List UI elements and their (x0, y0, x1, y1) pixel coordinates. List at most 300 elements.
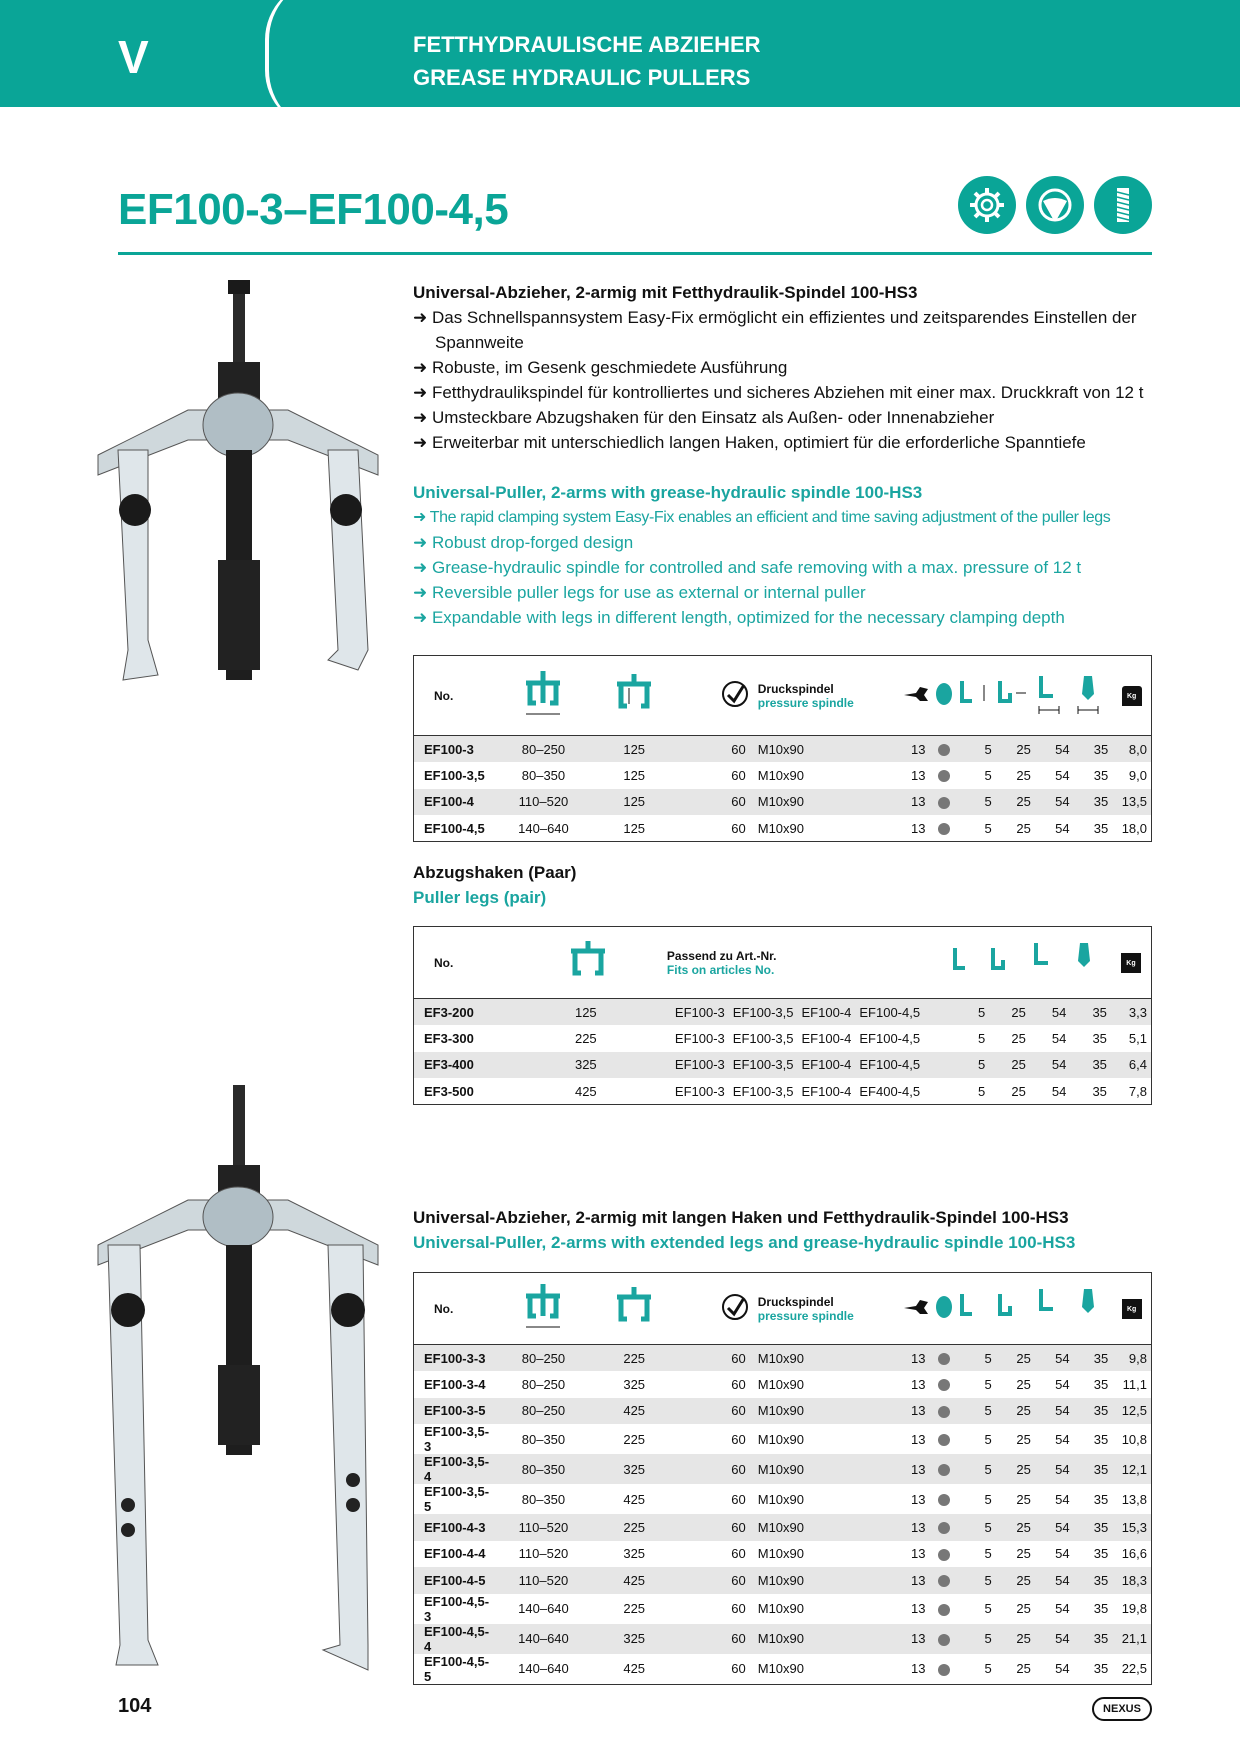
col-leg-width-icon (1030, 927, 1071, 999)
leg-thickness-cell: 35 (1093, 1403, 1109, 1419)
spindle-cell: M10x90 (757, 1572, 804, 1588)
spindle-cell: M10x90 (757, 1661, 804, 1676)
fits-cell (667, 999, 951, 1026)
col-spindle (750, 656, 874, 736)
table-row (414, 736, 1152, 763)
legs-heading-de: Abzugshaken (Paar) (413, 863, 577, 882)
header-title-en: GREASE HYDRAULIC PULLERS (413, 65, 751, 90)
leg-width-cell: 54 (1055, 1431, 1070, 1447)
weight-cell: 13,8 (1121, 1491, 1147, 1507)
lube-dot-icon (938, 1604, 950, 1616)
wrench-size-cell: 13 (911, 820, 926, 836)
table-row (414, 1371, 1152, 1398)
description-de-bullet: ➜ Umsteckbare Abzugshaken für den Einsatz als Außen- oder Innenabzieher (413, 408, 995, 427)
table-row (414, 1624, 1152, 1654)
leg-thickness-cell: 35 (1093, 1491, 1109, 1507)
torque-cell: 60 (731, 1601, 746, 1616)
jaw-depth-cell: 25 (1016, 1519, 1031, 1535)
col-leg-thick-icon (1074, 1273, 1113, 1345)
weight-cell: 9,0 (1128, 767, 1147, 783)
leg-width-cell: 54 (1055, 1376, 1070, 1392)
article-no-cell: EF100-4,5-4 (424, 1623, 490, 1654)
leg-thickness-cell: 35 (1093, 794, 1109, 810)
wrench-size-cell: 13 (911, 1376, 926, 1392)
spindle-cell: M10x90 (757, 1350, 804, 1366)
spindle-cell: M10x90 (757, 1601, 804, 1616)
leg-width-cell: 54 (1055, 741, 1070, 757)
torque-cell: 60 (731, 1631, 746, 1646)
lube-dot (930, 1345, 959, 1372)
header-title (413, 28, 761, 94)
jaw-depth-cell: 25 (1016, 741, 1031, 757)
wrench-size-cell: 13 (911, 767, 926, 783)
leg-thickness-cell: 35 (1092, 1004, 1107, 1020)
depth-cell: 325 (623, 1376, 646, 1392)
article-no-cell: EF100-4-4 (424, 1546, 486, 1562)
jaw-width-cell: 5 (984, 1350, 992, 1366)
depth-cell: 125 (623, 794, 646, 810)
jaw-depth-cell: 25 (1011, 1004, 1026, 1020)
col-leg-thick-icon (1070, 927, 1111, 999)
description-en-bullet: ➜ Reversible puller legs for use as external or internal puller (413, 583, 866, 602)
wrench-size-cell: 13 (911, 1601, 926, 1616)
article-no-cell: EF100-4,5-3 (424, 1593, 490, 1624)
lube-dot (930, 736, 959, 763)
table-row (414, 1567, 1152, 1594)
leg-width-cell: 54 (1051, 1057, 1067, 1073)
depth-cell: 425 (574, 1083, 597, 1099)
col-leg-width-icon (1035, 1273, 1074, 1345)
torque-cell: 60 (731, 794, 746, 810)
leg-thickness-cell: 35 (1093, 1461, 1109, 1477)
legs-heading-en: Puller legs (pair) (413, 888, 547, 907)
spec-table-extended (413, 1272, 1152, 1685)
col-jaw-depth-icon (996, 1273, 1035, 1345)
leg-width-cell: 54 (1055, 1519, 1070, 1535)
span-cell: 80–250 (521, 1403, 566, 1419)
fits-article: EF100-4 (801, 1004, 852, 1020)
table-row (414, 1052, 1152, 1079)
torque-cell: 60 (731, 1376, 746, 1392)
article-no-cell: EF3-500 (424, 1083, 474, 1099)
jaw-depth-cell: 25 (1011, 1030, 1026, 1046)
depth-cell: 225 (623, 1601, 646, 1616)
lube-dot (930, 1398, 959, 1425)
depth-cell: 125 (623, 741, 646, 757)
leg-width-cell: 54 (1051, 1083, 1067, 1099)
jaw-width-cell: 5 (984, 741, 992, 757)
depth-cell: 125 (623, 820, 646, 836)
article-no-cell: EF100-3-5 (424, 1403, 486, 1419)
jaw-depth-cell: 25 (1016, 1572, 1031, 1588)
spindle-cell: M10x90 (757, 767, 804, 783)
weight-cell: 13,5 (1121, 794, 1147, 810)
depth-cell: 325 (623, 1546, 646, 1562)
weight-cell: 18,3 (1121, 1572, 1147, 1588)
lube-dot (930, 1594, 959, 1624)
table-row (414, 1345, 1152, 1372)
weight-cell: 7,8 (1128, 1083, 1147, 1099)
fits-article: EF100-3,5 (732, 1004, 794, 1020)
page-title: EF100-3–EF100-4,5 (118, 185, 509, 234)
lube-dot-icon (938, 1634, 950, 1646)
jaw-width-cell: 5 (984, 1661, 992, 1676)
col-jaw-width-icon (958, 656, 995, 736)
jaw-depth-cell: 25 (1016, 1661, 1031, 1676)
jaw-depth-cell: 25 (1016, 1376, 1031, 1392)
wrench-size-cell: 13 (911, 1431, 926, 1447)
title-rule (118, 252, 1152, 255)
torque-cell: 60 (731, 1431, 746, 1447)
jaw-depth-cell: 25 (1016, 1601, 1031, 1616)
depth-cell: 425 (623, 1661, 646, 1676)
col-fits (667, 927, 951, 999)
wrench-size-cell: 13 (911, 794, 926, 810)
col-lube-icon (930, 1273, 959, 1345)
wrench-size-cell: 13 (911, 1350, 926, 1366)
fits-cell (667, 1052, 951, 1079)
depth-cell: 225 (574, 1030, 597, 1046)
spec-table-legs (413, 926, 1152, 1105)
depth-cell: 325 (623, 1631, 646, 1646)
lube-dot (930, 1484, 959, 1514)
lube-dot-icon (938, 823, 950, 835)
jaw-depth-cell: 25 (1016, 1631, 1031, 1646)
table-row (414, 815, 1152, 842)
depth-cell: 225 (623, 1519, 646, 1535)
jaw-width-cell: 5 (984, 1431, 992, 1447)
description-en-bullet: ➜ Robust drop-forged design (413, 533, 634, 552)
lube-dot-icon (938, 1379, 950, 1391)
span-cell: 80–350 (521, 1431, 566, 1447)
table-row (414, 1594, 1152, 1624)
wrench-size-cell: 13 (911, 1631, 926, 1646)
jaw-width-cell: 5 (978, 1030, 986, 1046)
torque-cell: 60 (731, 1572, 746, 1588)
fits-article: EF100-3 (674, 1030, 725, 1046)
jaw-width-cell: 5 (984, 1546, 992, 1562)
table-row (414, 1078, 1152, 1105)
article-no-cell: EF100-4-5 (424, 1572, 486, 1588)
table-row (414, 1424, 1152, 1454)
leg-width-cell: 54 (1055, 794, 1070, 810)
fits-article: EF100-4,5 (859, 1057, 921, 1073)
depth-cell: 325 (574, 1057, 597, 1073)
spindle-cell: M10x90 (757, 1376, 804, 1392)
weight-cell: 12,1 (1121, 1461, 1147, 1477)
leg-width-cell: 54 (1055, 1350, 1070, 1366)
col-spindle (750, 1273, 874, 1345)
spindle-cell: M10x90 (757, 820, 804, 836)
lube-dot (930, 1424, 959, 1454)
leg-thickness-cell: 35 (1093, 1661, 1109, 1676)
span-cell: 80–350 (521, 1461, 566, 1477)
table-row (414, 1654, 1152, 1685)
col-no: No. (414, 927, 505, 999)
span-cell: 110–520 (518, 794, 569, 810)
lube-dot-icon (938, 1406, 950, 1418)
torque-cell: 60 (731, 741, 746, 757)
jaw-depth-cell: 25 (1016, 1403, 1031, 1419)
table-row (414, 789, 1152, 816)
cone-icon (1026, 176, 1084, 234)
wrench-size-cell: 13 (911, 1403, 926, 1419)
article-no-cell: EF100-4,5-5 (424, 1653, 490, 1684)
leg-thickness-cell: 35 (1093, 1601, 1109, 1616)
torque-cell: 60 (731, 1661, 746, 1676)
torque-cell: 60 (731, 1350, 746, 1366)
fits-article: EF100-4 (801, 1030, 852, 1046)
leg-thickness-cell: 35 (1093, 1546, 1109, 1562)
spec-table-standard (413, 655, 1152, 842)
table-row (414, 1541, 1152, 1568)
lube-dot (930, 789, 959, 816)
col-depth-icon (588, 1273, 681, 1345)
col-torque-icon (681, 656, 750, 736)
col-spindle-de: Druckspindel (757, 681, 834, 696)
jaw-depth-cell: 25 (1016, 1350, 1031, 1366)
leg-width-cell: 54 (1055, 1631, 1070, 1646)
article-no-cell: EF100-3,5-3 (424, 1424, 490, 1454)
description-en-bullet: ➜ The rapid clamping system Easy-Fix enables an efficient and time saving adjustment of the puller legs (413, 509, 1111, 526)
lube-dot (930, 1654, 959, 1685)
table-row (414, 1514, 1152, 1541)
lube-dot-icon (938, 770, 950, 782)
header-title-de: FETTHYDRAULISCHE ABZIEHER (413, 32, 761, 57)
jaw-depth-cell: 25 (1016, 820, 1031, 836)
span-cell: 110–520 (518, 1572, 569, 1588)
spindle-cell: M10x90 (757, 794, 804, 810)
leg-thickness-cell: 35 (1093, 741, 1109, 757)
page-number: 104 (118, 1695, 152, 1717)
lube-dot-icon (938, 1664, 950, 1676)
article-no-cell: EF100-3 (424, 741, 474, 757)
span-cell: 140–640 (518, 1631, 569, 1646)
article-no-cell: EF3-300 (424, 1030, 474, 1046)
col-leg-width-icon (1035, 656, 1074, 736)
weight-cell: 3,3 (1128, 1004, 1147, 1020)
col-jaw-depth-icon (989, 927, 1030, 999)
leg-thickness-cell: 35 (1093, 1431, 1109, 1447)
fits-article: EF100-4,5 (859, 1004, 921, 1020)
span-cell: 110–520 (518, 1519, 569, 1535)
span-cell: 110–520 (518, 1546, 569, 1562)
jaw-width-cell: 5 (984, 1403, 992, 1419)
depth-cell: 425 (623, 1403, 646, 1419)
jaw-depth-cell: 25 (1016, 1491, 1031, 1507)
article-no-cell: EF100-4,5 (424, 820, 485, 836)
table-header-row (414, 927, 1152, 999)
fits-cell (667, 1078, 951, 1105)
col-span-icon (499, 1273, 588, 1345)
col-lube-icon (930, 656, 959, 736)
spindle-cell: M10x90 (757, 1631, 804, 1646)
col-depth-icon (588, 656, 681, 736)
fits-article: EF100-4,5 (859, 1030, 921, 1046)
col-weight-icon (1111, 927, 1152, 999)
section-letter: V (118, 31, 149, 83)
col-fits-de: Passend zu Art.-Nr. (666, 948, 777, 963)
jaw-width-cell: 5 (984, 1491, 992, 1507)
torque-cell: 60 (731, 1519, 746, 1535)
article-no-cell: EF100-3-3 (424, 1350, 486, 1366)
depth-cell: 425 (623, 1572, 646, 1588)
col-torque-icon (681, 1273, 750, 1345)
fits-article: EF100-3 (674, 1083, 725, 1099)
article-no-cell: EF100-4-3 (424, 1519, 486, 1535)
fits-article: EF100-3,5 (732, 1057, 794, 1073)
jaw-width-cell: 5 (984, 1519, 992, 1535)
torque-cell: 60 (731, 1403, 746, 1419)
description-de-bullet: ➜ Robuste, im Gesenk geschmiedete Ausführung (413, 358, 788, 377)
description-en (413, 480, 1153, 630)
description-de (413, 280, 1153, 455)
jaw-width-cell: 5 (984, 820, 992, 836)
jaw-depth-cell: 25 (1011, 1057, 1026, 1073)
col-no: No. (414, 1273, 500, 1345)
description-de-heading: Universal-Abzieher, 2-armig mit Fetthydraulik-Spindel 100-HS3 (413, 283, 918, 302)
col-leg-thick-icon (1074, 656, 1113, 736)
jaw-width-cell: 5 (984, 1376, 992, 1392)
col-span-icon (499, 656, 588, 736)
wrench-size-cell: 13 (911, 1572, 926, 1588)
table-row (414, 1025, 1152, 1052)
leg-thickness-cell: 35 (1093, 820, 1109, 836)
table-row (414, 1398, 1152, 1425)
article-no-cell: EF100-3,5-5 (424, 1484, 490, 1514)
spindle-cell: M10x90 (757, 1519, 804, 1535)
jaw-width-cell: 5 (984, 767, 992, 783)
lube-dot (930, 1541, 959, 1568)
leg-thickness-cell: 35 (1093, 767, 1109, 783)
col-no: No. (414, 656, 500, 736)
brand-logo: NEXUS (1092, 1697, 1152, 1721)
span-cell: 80–250 (521, 1350, 566, 1366)
jaw-width-cell: 5 (978, 1057, 986, 1073)
torque-cell: 60 (731, 1546, 746, 1562)
lube-dot-icon (938, 1434, 950, 1446)
description-de-bullet: ➜ Das Schnellspannsystem Easy-Fix ermöglicht ein effizientes und zeitsparendes Einstellen der Spannweite (413, 308, 1137, 352)
leg-thickness-cell: 35 (1093, 1572, 1109, 1588)
jaw-depth-cell: 25 (1016, 767, 1031, 783)
lube-dot (930, 1567, 959, 1594)
weight-cell: 22,5 (1121, 1661, 1147, 1676)
leg-width-cell: 54 (1055, 1491, 1070, 1507)
torque-cell: 60 (731, 820, 746, 836)
wrench-size-cell: 13 (911, 1546, 926, 1562)
fits-article: EF100-3,5 (732, 1030, 794, 1046)
spindle-cell: M10x90 (757, 1491, 804, 1507)
leg-width-cell: 54 (1055, 1661, 1070, 1676)
weight-cell: 12,5 (1121, 1403, 1147, 1419)
jaw-depth-cell: 25 (1016, 794, 1031, 810)
table-header-row (414, 1273, 1152, 1345)
lube-dot (930, 815, 959, 842)
lube-dot (930, 1371, 959, 1398)
weight-cell: 19,8 (1121, 1601, 1147, 1616)
weight-cell: 8,0 (1128, 741, 1147, 757)
lube-dot-icon (938, 797, 950, 809)
jaw-width-cell: 5 (984, 794, 992, 810)
jaw-depth-cell: 25 (1016, 1461, 1031, 1477)
extended-heading-de: Universal-Abzieher, 2-armig mit langen Haken und Fetthydraulik-Spindel 100-HS3 (413, 1208, 1069, 1227)
article-no-cell: EF100-3-4 (424, 1376, 486, 1392)
leg-thickness-cell: 35 (1093, 1376, 1109, 1392)
fits-article: EF100-4 (801, 1083, 852, 1099)
extended-heading-en: Universal-Puller, 2-arms with extended legs and grease-hydraulic spindle 100-HS3 (413, 1233, 1076, 1252)
wrench-size-cell: 13 (911, 1661, 926, 1676)
leg-thickness-cell: 35 (1092, 1057, 1107, 1073)
lube-dot-icon (938, 1353, 950, 1365)
col-jaw-depth-icon (996, 656, 1035, 736)
article-no-cell: EF3-200 (424, 1004, 474, 1020)
weight-cell: 11,1 (1122, 1376, 1147, 1392)
article-no-cell: EF100-3,5 (424, 767, 485, 783)
col-depth-icon (505, 927, 667, 999)
leg-width-cell: 54 (1055, 1601, 1070, 1616)
lube-dot (930, 1624, 959, 1654)
span-cell: 80–250 (521, 1376, 566, 1392)
jaw-width-cell: 5 (984, 1601, 992, 1616)
lube-dot (930, 762, 959, 789)
depth-cell: 325 (623, 1461, 646, 1477)
jaw-width-cell: 5 (984, 1461, 992, 1477)
col-fits-en: Fits on articles No. (666, 962, 775, 977)
jaw-width-cell: 5 (984, 1631, 992, 1646)
jaw-depth-cell: 25 (1016, 1546, 1031, 1562)
spindle-cell: M10x90 (757, 741, 804, 757)
article-no-cell: EF100-3,5-4 (424, 1454, 490, 1484)
leg-thickness-cell: 35 (1093, 1519, 1109, 1535)
leg-thickness-cell: 35 (1093, 1350, 1109, 1366)
jaw-depth-cell: 25 (1016, 1431, 1031, 1447)
weight-cell: 10,8 (1121, 1431, 1147, 1447)
leg-width-cell: 54 (1055, 1461, 1070, 1477)
wrench-size-cell: 13 (911, 1491, 926, 1507)
fits-cell (667, 1025, 951, 1052)
col-spindle-de: Druckspindel (757, 1294, 834, 1309)
article-no-cell: EF100-4 (424, 794, 474, 810)
weight-cell: 5,1 (1128, 1030, 1147, 1046)
description-de-bullet: ➜ Erweiterbar mit unterschiedlich langen Haken, optimiert für die erforderliche Spanntiefe (413, 433, 1086, 452)
leg-thickness-cell: 35 (1093, 1631, 1109, 1646)
depth-cell: 225 (623, 1350, 646, 1366)
depth-cell: 225 (623, 1431, 646, 1447)
span-cell: 80–350 (521, 1491, 566, 1507)
lube-dot-icon (938, 1494, 950, 1506)
weight-cell: 16,6 (1121, 1546, 1147, 1562)
torque-cell: 60 (731, 767, 746, 783)
spindle-cell: M10x90 (757, 1461, 804, 1477)
leg-thickness-cell: 35 (1092, 1083, 1107, 1099)
col-weight-icon (1112, 1273, 1151, 1345)
wrench-size-cell: 13 (911, 741, 926, 757)
leg-width-cell: 54 (1055, 1572, 1070, 1588)
puller-image-extended (78, 1085, 398, 1685)
spindle-cell: M10x90 (757, 1431, 804, 1447)
span-cell: 140–640 (518, 1661, 569, 1676)
weight-cell: 6,4 (1128, 1057, 1147, 1073)
span-cell: 80–250 (521, 741, 566, 757)
weight-cell: 18,0 (1121, 820, 1147, 836)
lube-dot-icon (938, 744, 950, 756)
wrench-size-cell: 13 (911, 1519, 926, 1535)
col-jaw-width-icon (951, 927, 990, 999)
depth-cell: 425 (623, 1491, 646, 1507)
col-weight-icon (1112, 656, 1151, 736)
col-wrench-icon (874, 1273, 930, 1345)
col-spindle-en: pressure spindle (757, 1308, 854, 1323)
